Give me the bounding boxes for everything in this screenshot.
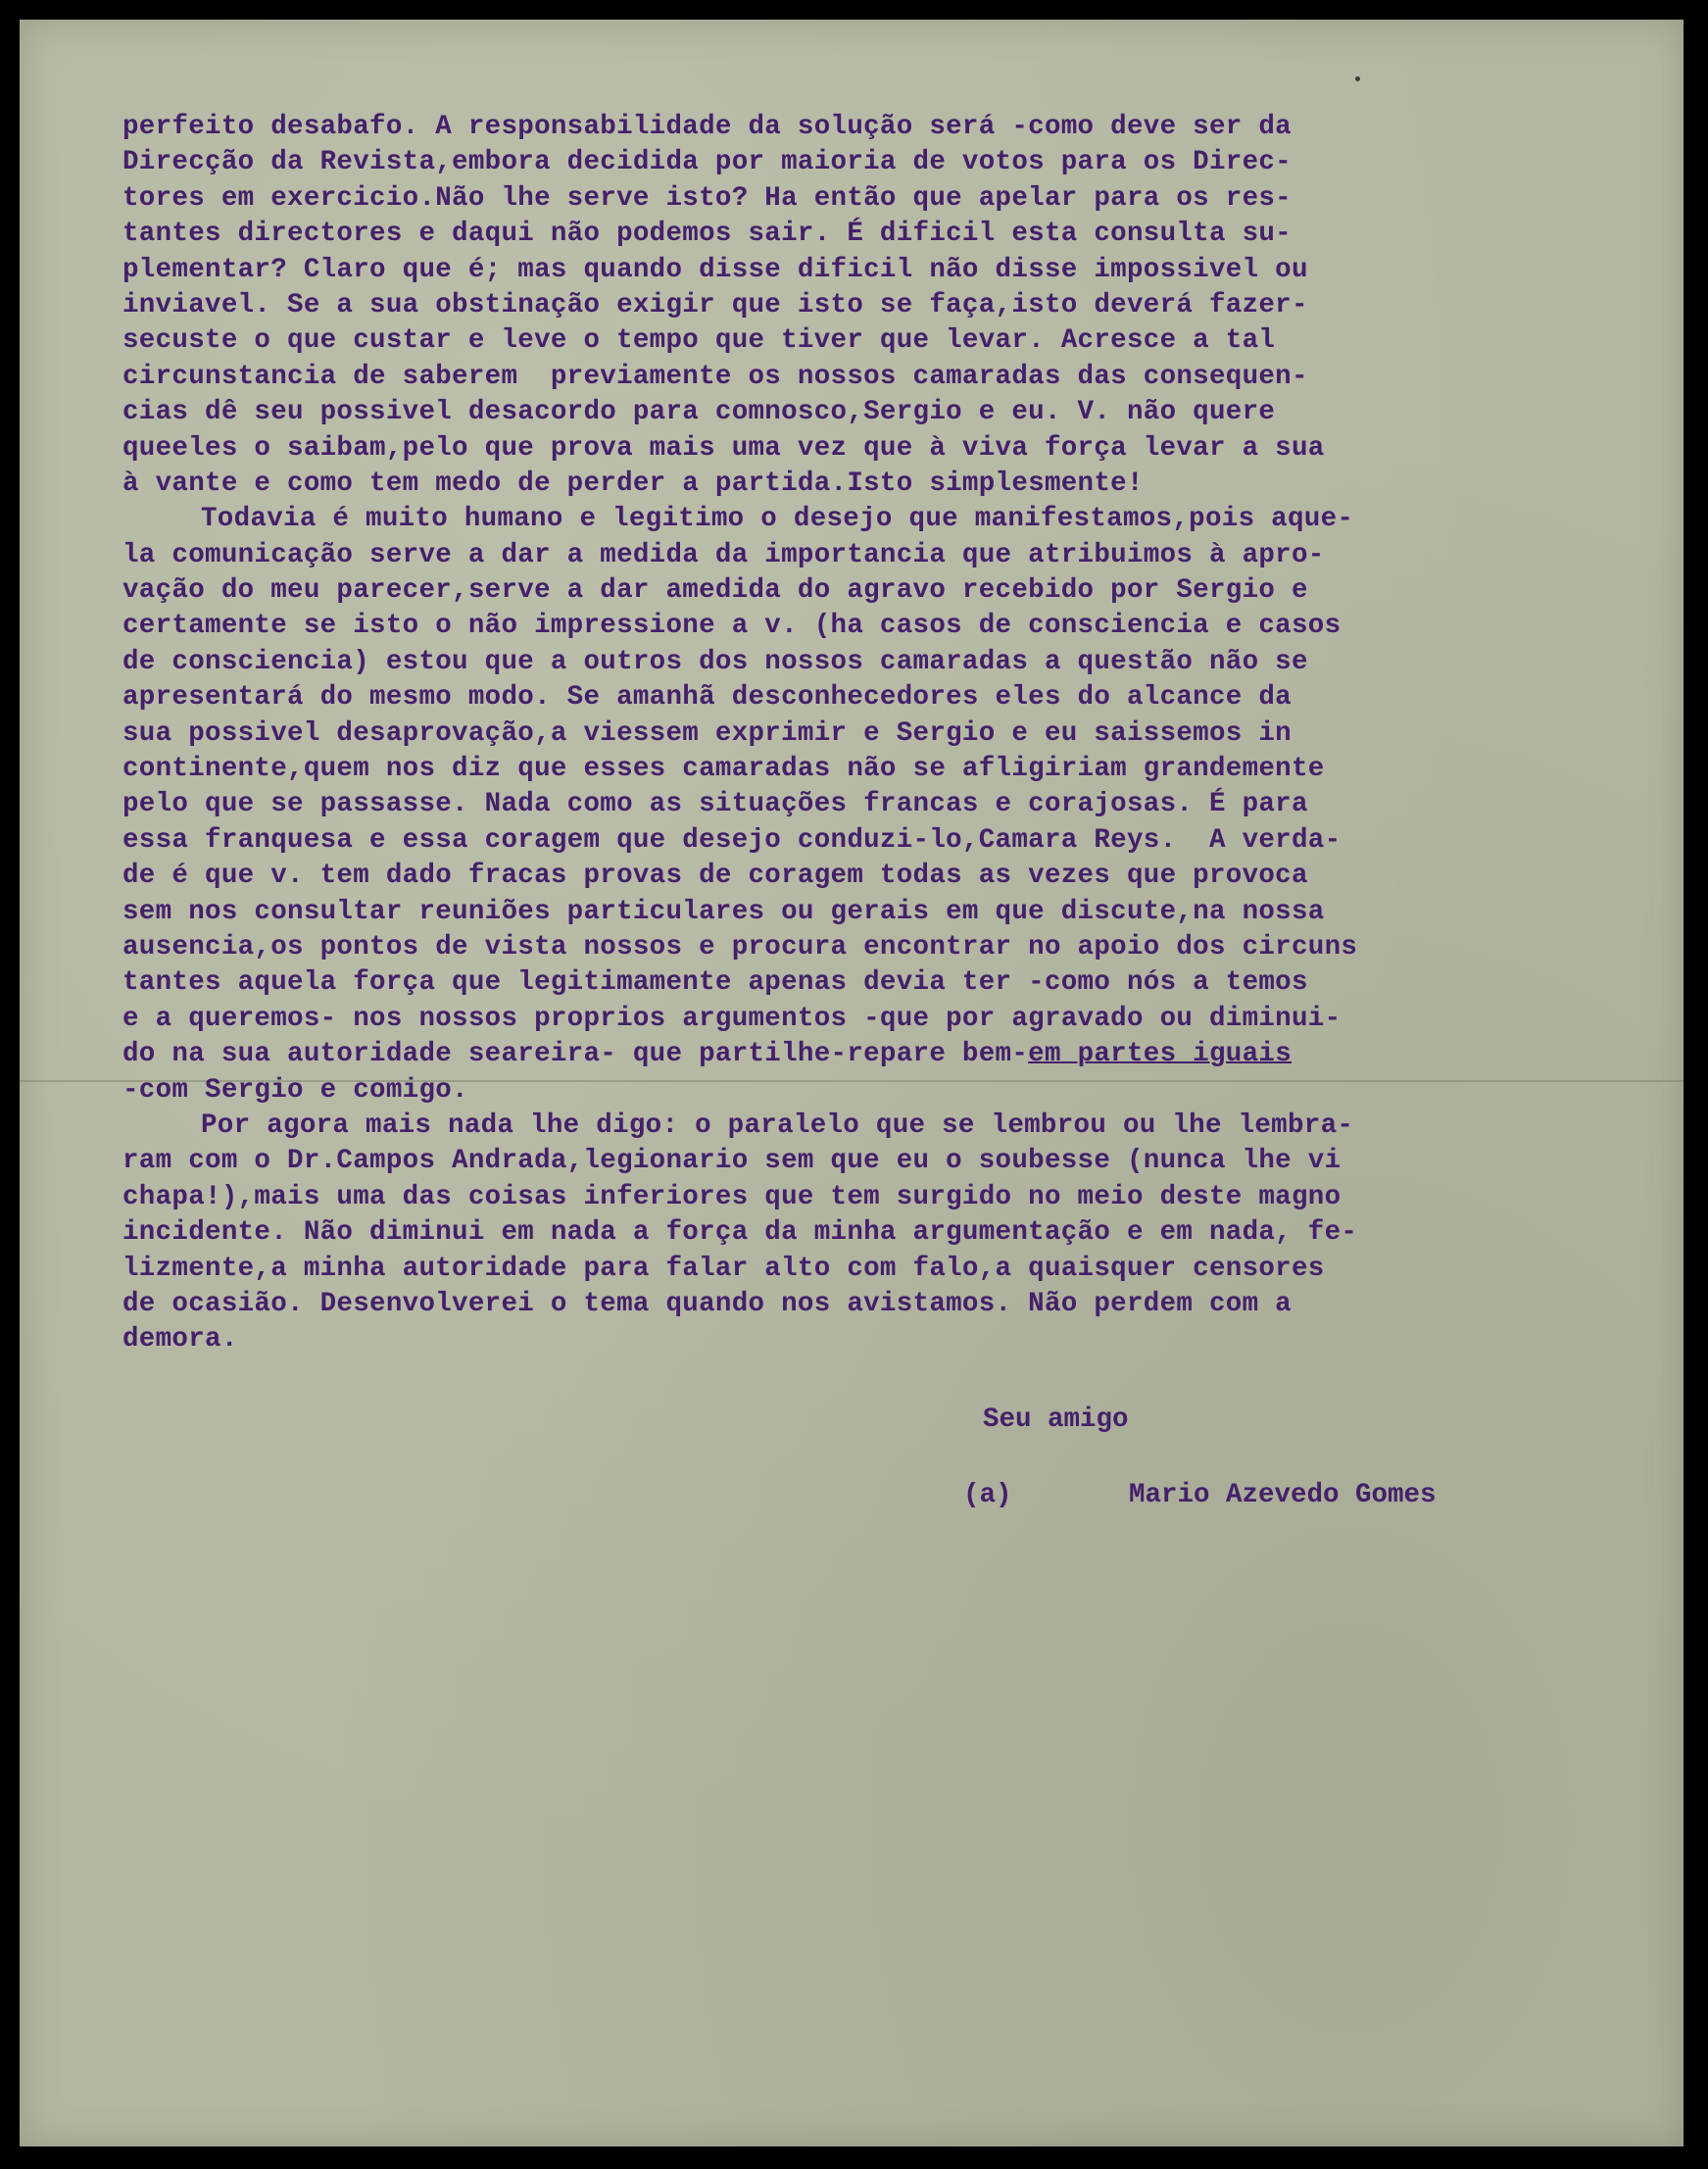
- letter-line: lizmente,a minha autoridade para falar alto com falo,a quaisquer censores: [122, 1253, 1325, 1284]
- letter-line: demora.: [122, 1324, 238, 1356]
- letter-line: -com Sergio e comigo.: [122, 1074, 468, 1106]
- letter-line: secuste o que custar e leve o tempo que tiver que levar. Acresce a tal: [122, 325, 1276, 357]
- letter-line: Direcção da Revista,embora decidida por maioria de votos para os Direc-: [122, 147, 1292, 178]
- letter-line: sua possivel desaprovação,a viessem exprimir e Sergio e eu saissemos in: [122, 717, 1292, 749]
- letter-line: vação do meu parecer,serve a dar amedida do agravo recebido por Sergio e: [122, 575, 1308, 607]
- letter-line: à vante e como tem medo de perder a partida.Isto simplesmente!: [122, 468, 1144, 499]
- letter-line: ram com o Dr.Campos Andrada,legionario sem que eu o soubesse (nunca lhe vi: [122, 1146, 1342, 1177]
- signature-name: Mario Azevedo Gomes: [1129, 1480, 1437, 1510]
- letter-line: de consciencia) estou que a outros dos nossos camaradas a questão não se: [122, 646, 1308, 677]
- letter-line: inviavel. Se a sua obstinação exigir que isto se faça,isto deverá fazer-: [122, 289, 1308, 320]
- signature-marker: (a): [963, 1480, 1012, 1510]
- letter-line: apresentará do mesmo modo. Se amanhã desconhecedores eles do alcance da: [122, 682, 1292, 714]
- letter-line: tantes directores e daqui não podemos sair. É dificil esta consulta su-: [122, 219, 1292, 250]
- letter-line: tores em exercicio.Não lhe serve isto? Ha então que apelar para os res-: [122, 182, 1292, 214]
- letter-line: chapa!),mais uma das coisas inferiores que tem surgido no meio deste magno: [122, 1181, 1342, 1212]
- letter-line: tantes aquela força que legitimamente apenas devia ter -como nós a temos: [122, 967, 1308, 999]
- letter-line-with-underline: [122, 1037, 1651, 1072]
- paragraph-start-line: Por agora mais nada lhe digo: o paralelo que se lembrou ou lhe lembra-: [201, 1109, 1354, 1141]
- letter-line: continente,quem nos diz que esses camaradas não se afligiriam grandemente: [122, 754, 1325, 785]
- letter-line: perfeito desabafo. A responsabilidade da solução será -como deve ser da: [122, 112, 1292, 142]
- letter-line: e a queremos- nos nossos proprios argumentos -que por agravado ou diminui-: [122, 1003, 1342, 1034]
- letter-line-text: do na sua autoridade seareira- que partilhe-repare bem-: [122, 1039, 1029, 1070]
- closing-salutation: Seu amigo: [983, 1405, 1129, 1435]
- letter-line: plementar? Claro que é; mas quando disse dificil não disse impossivel ou: [122, 254, 1308, 285]
- letter-line: circunstancia de saberem previamente os nossos camaradas das consequen-: [122, 361, 1308, 392]
- letter-line: cias dê seu possivel desacordo para comnosco,Sergio e eu. V. não quere: [122, 397, 1276, 428]
- letter-line: la comunicação serve a dar a medida da importancia que atribuimos à apro-: [122, 539, 1325, 570]
- underlined-phrase: em partes iguais: [1028, 1039, 1292, 1070]
- letter-line: essa franquesa e essa coragem que desejo conduzi-lo,Camara Reys. A verda-: [122, 824, 1342, 856]
- letter-body: [122, 110, 1651, 1358]
- letter-line: ausencia,os pontos de vista nossos e procura encontrar no apoio dos circuns: [122, 931, 1358, 962]
- letter-line: de ocasião. Desenvolverei o tema quando nos avistamos. Não perdem com a: [122, 1288, 1292, 1319]
- paragraph-start-line: Todavia é muito humano e legitimo o desejo que manifestamos,pois aque-: [201, 504, 1354, 535]
- letter-line: sem nos consultar reuniões particulares ou gerais em que discute,na nossa: [122, 896, 1325, 927]
- letter-line: certamente se isto o não impressione a v. (ha casos de consciencia e casos: [122, 611, 1342, 642]
- letter-line: de é que v. tem dado fracas provas de coragem todas as vezes que provoca: [122, 861, 1308, 892]
- letter-line: pelo que se passasse. Nada como as situações francas e corajosas. É para: [122, 789, 1308, 820]
- paper-speck: [1355, 76, 1360, 81]
- letter-line: queeles o saibam,pelo que prova mais uma vez que à viva força levar a sua: [122, 432, 1325, 464]
- letter-line: incidente. Não diminui em nada a força da minha argumentação e em nada, fe-: [122, 1217, 1358, 1249]
